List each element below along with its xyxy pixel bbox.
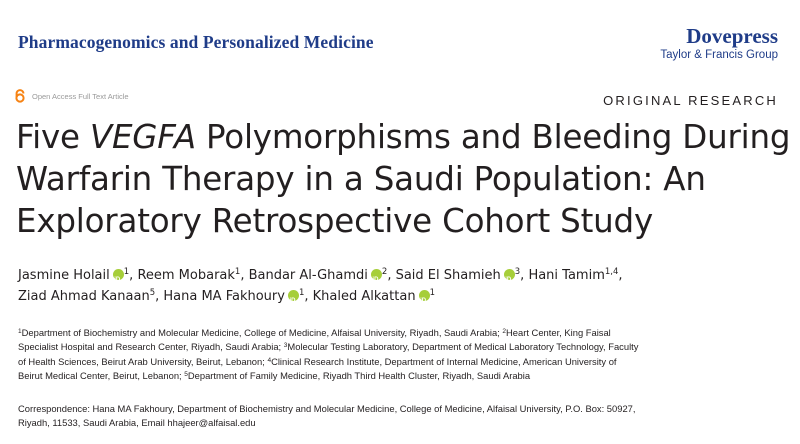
affiliation-line: [18, 369, 788, 383]
author-line-2: [18, 286, 788, 307]
publisher-group: Taylor & Francis Group: [660, 49, 778, 61]
affiliation-line: [18, 340, 788, 354]
author-name[interactable]: Khaled Alkattan: [312, 289, 416, 304]
journal-name: Pharmacogenomics and Personalized Medicine: [18, 32, 374, 52]
affil-number: 3: [283, 342, 288, 350]
author-name[interactable]: Said El Shamieh: [395, 268, 501, 283]
author-affil-ref: 2: [381, 267, 388, 277]
correspondence-line-1: Correspondence: Hana MA Fakhoury, Department of Biochemistry and Molecular Medicine, College of Medicine, Alfaisal University, P.O. Box: 50927,: [18, 403, 636, 414]
author-name[interactable]: Jasmine Holail: [18, 268, 110, 283]
article-title: [16, 116, 791, 242]
separator: ,: [240, 268, 249, 283]
title-line-2: Warfarin Therapy in a Saudi Population: An: [16, 160, 706, 198]
affil-number: 4: [267, 356, 272, 364]
author-affil-ref: 1,4: [604, 267, 619, 277]
correspondence: [18, 402, 788, 431]
affiliation-line: [18, 355, 788, 369]
affil-text: Molecular Testing Laboratory, Department of Medical Laboratory Technology, Faculty: [287, 341, 639, 353]
orcid-icon[interactable]: [504, 269, 515, 280]
affil-number: 5: [184, 371, 188, 379]
affil-text: Heart Center, King Faisal: [506, 327, 611, 338]
orcid-icon[interactable]: [419, 290, 430, 301]
author-name[interactable]: Reem Mobarak: [137, 268, 235, 283]
publisher-brand: Dovepress: [686, 24, 778, 48]
author-line-1: [18, 265, 788, 286]
separator: ,: [618, 268, 623, 283]
affil-text: Department of Family Medicine, Riyadh Third Health Cluster, Riyadh, Saudi Arabia: [187, 370, 531, 382]
publisher-logo[interactable]: [660, 24, 778, 62]
author-list: [18, 265, 788, 307]
open-access-icon: [14, 89, 26, 103]
open-access-text: Open Access Full Text Article: [32, 91, 129, 101]
author-name[interactable]: Bandar Al-Ghamdi: [248, 268, 368, 283]
orcid-icon[interactable]: [288, 290, 299, 301]
affil-number: 2: [502, 328, 507, 335]
affil-text: Specialist Hospital and Research Center, Riyadh, Saudi Arabia;: [18, 341, 284, 353]
author-affil-ref: 1: [298, 288, 305, 298]
affil-text: of Health Sciences, Beirut Arab University, Beirut, Lebanon;: [18, 355, 268, 367]
open-access-label: [14, 89, 129, 103]
title-line-1: [16, 116, 791, 158]
affil-text: Clinical Research Institute, Department of Internal Medicine, American University of: [271, 355, 617, 367]
separator: ,: [155, 289, 164, 304]
separator: ,: [129, 268, 138, 283]
author-affil-ref: 1: [234, 267, 241, 277]
title-text: Polymorphisms and Bleeding During: [195, 118, 791, 156]
orcid-icon[interactable]: [371, 269, 382, 280]
affil-text: Department of Biochemistry and Molecular Medicine, College of Medicine, Alfaisal University, Riyadh, Saudi Arabia;: [21, 327, 503, 338]
gene-name: VEGFA: [89, 118, 196, 156]
author-name[interactable]: Hana MA Fakhoury: [163, 289, 285, 304]
title-line-3: Exploratory Retrospective Cohort Study: [16, 202, 654, 240]
affil-number: 1: [18, 328, 22, 335]
separator: ,: [387, 268, 396, 283]
separator: ,: [520, 268, 529, 283]
correspondence-line-2[interactable]: Riyadh, 11533, Saudi Arabia, Email hhajeer@alfaisal.edu: [18, 417, 256, 429]
author-affil-ref: 5: [149, 288, 156, 298]
affiliation-line: [18, 326, 788, 340]
author-affil-ref: 1: [123, 267, 130, 277]
separator: ,: [304, 289, 313, 304]
article-category: ORIGINAL RESEARCH: [603, 93, 778, 108]
title-text: Five: [16, 118, 90, 156]
affil-text: Beirut Medical Center, Beirut, Lebanon;: [18, 370, 185, 382]
author-name[interactable]: Hani Tamim: [528, 268, 605, 283]
affiliations: [18, 326, 788, 384]
author-affil-ref: 3: [514, 267, 521, 277]
author-name[interactable]: Ziad Ahmad Kanaan: [18, 289, 150, 304]
orcid-icon[interactable]: [113, 269, 124, 280]
author-affil-ref: 1: [429, 288, 435, 298]
